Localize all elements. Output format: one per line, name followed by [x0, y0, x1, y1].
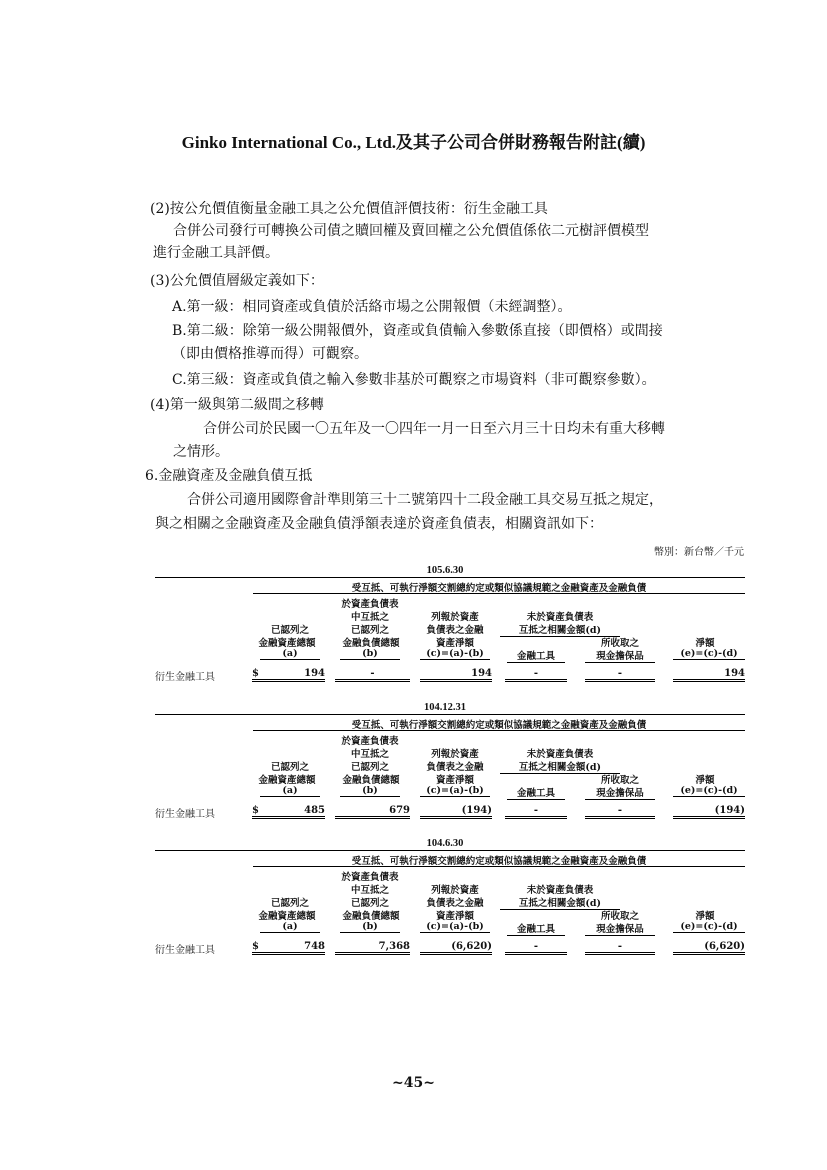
section-4-heading: (4)第一級與第二級間之移轉: [150, 397, 324, 413]
col2-header-2: 中互抵之: [350, 885, 389, 896]
col4-header: 金融工具: [507, 921, 565, 936]
table-date: 104.12.31: [424, 702, 466, 713]
col2-header-5: (b): [340, 648, 400, 660]
col3-header-2: 負債表之金融: [426, 762, 484, 773]
dollar-sign: $: [252, 668, 259, 679]
col5-header-2: 現金擔保品: [585, 648, 655, 663]
section-2-text: 合併公司發行可轉換公司債之贖回權及賣回權之公允價值係依二元樹評價模型: [173, 223, 649, 239]
value-d2: -: [585, 805, 655, 819]
value-d1: -: [505, 668, 567, 682]
col3-header-4: (c)=(a)-(b): [420, 648, 490, 660]
col3-header-2: 負債表之金融: [426, 625, 484, 636]
section-2-text: 進行金融工具評價。: [153, 245, 279, 261]
col2-header-2: 中互抵之: [350, 749, 389, 760]
col6-header-2: (e)=(c)-(d): [673, 648, 745, 660]
table-subtitle: 受互抵、可執行淨額交割總約定或類似協議規範之金融資產及金融負債: [351, 583, 647, 594]
col2-header-1: 於資產負債表: [341, 599, 399, 610]
value-c: 194: [420, 668, 492, 682]
dollar-sign: $: [252, 941, 259, 952]
col1-header-3: (a): [260, 921, 320, 933]
offset-table: [145, 700, 745, 830]
col1-header-3: (a): [260, 785, 320, 797]
currency-unit: 幣別：新台幣／千元: [654, 547, 744, 558]
col3-header-3: 資產淨額: [435, 775, 474, 786]
col5-header-2: 現金擔保品: [585, 785, 655, 800]
col2-header-1: 於資產負債表: [341, 872, 399, 883]
col6-header-1: 淨額: [695, 911, 715, 922]
value-d1: -: [505, 941, 567, 955]
value-c: (194): [420, 805, 492, 819]
section-4-text: 之情形。: [173, 444, 229, 460]
col45-group-header-1: 未於資產負債表: [526, 612, 594, 623]
value-d2: -: [585, 668, 655, 682]
table-date: 105.6.30: [426, 565, 464, 576]
section-6-text: 與之相關之金融資產及金融負債淨額表達於資產負債表，相關資訊如下：: [155, 516, 603, 532]
value-e: 194: [673, 668, 745, 682]
col2-header-5: (b): [340, 921, 400, 933]
col2-header-3: 已認列之: [350, 898, 389, 909]
value-a: 194: [252, 668, 325, 682]
col3-header-2: 負債表之金融: [426, 898, 484, 909]
col2-header-2: 中互抵之: [350, 612, 389, 623]
col3-header-4: (c)=(a)-(b): [420, 785, 490, 797]
value-b: 679: [335, 805, 410, 819]
col1-header-3: (a): [260, 648, 320, 660]
col45-group-header-1: 未於資產負債表: [526, 749, 594, 760]
table-date: 104.6.30: [426, 838, 464, 849]
level-2-definition-cont: （即由價格推導而得）可觀察。: [172, 346, 368, 362]
col6-header-2: (e)=(c)-(d): [673, 921, 745, 933]
section-6-heading: 6.金融資產及金融負債互抵: [145, 468, 313, 484]
section-4-text: 合併公司於民國一〇五年及一〇四年一月一日至六月三十日均未有重大移轉: [203, 421, 665, 437]
page-number: ~45~: [392, 1075, 435, 1091]
col6-header-2: (e)=(c)-(d): [673, 785, 745, 797]
col3-header-3: 資產淨額: [435, 638, 474, 649]
section-3-heading: (3)公允價值層級定義如下：: [150, 273, 324, 289]
col45-group-header-2: 互抵之相關金額(d): [500, 895, 620, 910]
col5-header-1: 所收取之: [600, 638, 639, 649]
col3-header-1: 列報於資產: [431, 885, 479, 896]
col2-header-1: 於資產負債表: [341, 736, 399, 747]
section-6-text: 合併公司適用國際會計準則第三十二號第四十二段金融工具交易互抵之規定，: [187, 492, 663, 508]
value-a: 748: [252, 941, 325, 955]
table-subtitle: 受互抵、可執行淨額交割總約定或類似協議規範之金融資產及金融負債: [351, 856, 647, 867]
col3-header-3: 資產淨額: [435, 911, 474, 922]
col6-header-1: 淨額: [695, 638, 715, 649]
col3-header-1: 列報於資產: [431, 612, 479, 623]
level-1-definition: A.第一級：相同資產或負債於活絡市場之公開報價（未經調整）。: [172, 299, 572, 315]
col2-header-3: 已認列之: [350, 762, 389, 773]
col2-header-4: 金融負債總額: [342, 911, 400, 922]
value-a: 485: [252, 805, 325, 819]
col5-header-2: 現金擔保品: [585, 921, 655, 936]
col6-header-1: 淨額: [695, 775, 715, 786]
col1-header-1: 已認列之: [270, 898, 309, 909]
col45-group-header-1: 未於資產負債表: [526, 885, 594, 896]
offset-table: [145, 836, 745, 966]
col45-group-header-2: 互抵之相關金額(d): [500, 759, 620, 774]
col45-group-header-2: 互抵之相關金額(d): [500, 622, 620, 637]
level-2-definition: B.第二級：除第一級公開報價外，資產或負債輸入參數係直接（即價格）或間接: [172, 323, 663, 339]
col4-header: 金融工具: [507, 785, 565, 800]
dollar-sign: $: [252, 805, 259, 816]
col2-header-5: (b): [340, 785, 400, 797]
col3-header-1: 列報於資產: [431, 749, 479, 760]
col1-header-2: 金融資產總額: [258, 775, 316, 786]
table-subtitle: 受互抵、可執行淨額交割總約定或類似協議規範之金融資產及金融負債: [351, 720, 647, 731]
level-3-definition: C.第三級：資產或負債之輸入參數非基於可觀察之市場資料（非可觀察參數）。: [172, 372, 656, 388]
col1-header-1: 已認列之: [270, 762, 309, 773]
row-label: 衍生金融工具: [155, 672, 215, 683]
col5-header-1: 所收取之: [600, 911, 639, 922]
col2-header-4: 金融負債總額: [342, 775, 400, 786]
value-e: (6,620): [673, 941, 745, 955]
value-c: (6,620): [420, 941, 492, 955]
col2-header-3: 已認列之: [350, 625, 389, 636]
value-d1: -: [505, 805, 567, 819]
col1-header-2: 金融資產總額: [258, 911, 316, 922]
section-2-heading: (2)按公允價值衡量金融工具之公允價值評價技術：衍生金融工具: [150, 201, 548, 217]
col3-header-4: (c)=(a)-(b): [420, 921, 490, 933]
col2-header-4: 金融負債總額: [342, 638, 400, 649]
col4-header: 金融工具: [507, 648, 565, 663]
value-e: (194): [673, 805, 745, 819]
value-b: 7,368: [335, 941, 410, 955]
value-d2: -: [585, 941, 655, 955]
row-label: 衍生金融工具: [155, 945, 215, 956]
col1-header-1: 已認列之: [270, 625, 309, 636]
row-label: 衍生金融工具: [155, 809, 215, 820]
offset-table: [145, 563, 745, 693]
page-title: Ginko International Co., Ltd.及其子公司合併財務報告附註(續): [181, 133, 646, 152]
col1-header-2: 金融資產總額: [258, 638, 316, 649]
col5-header-1: 所收取之: [600, 775, 639, 786]
value-b: -: [335, 668, 410, 682]
